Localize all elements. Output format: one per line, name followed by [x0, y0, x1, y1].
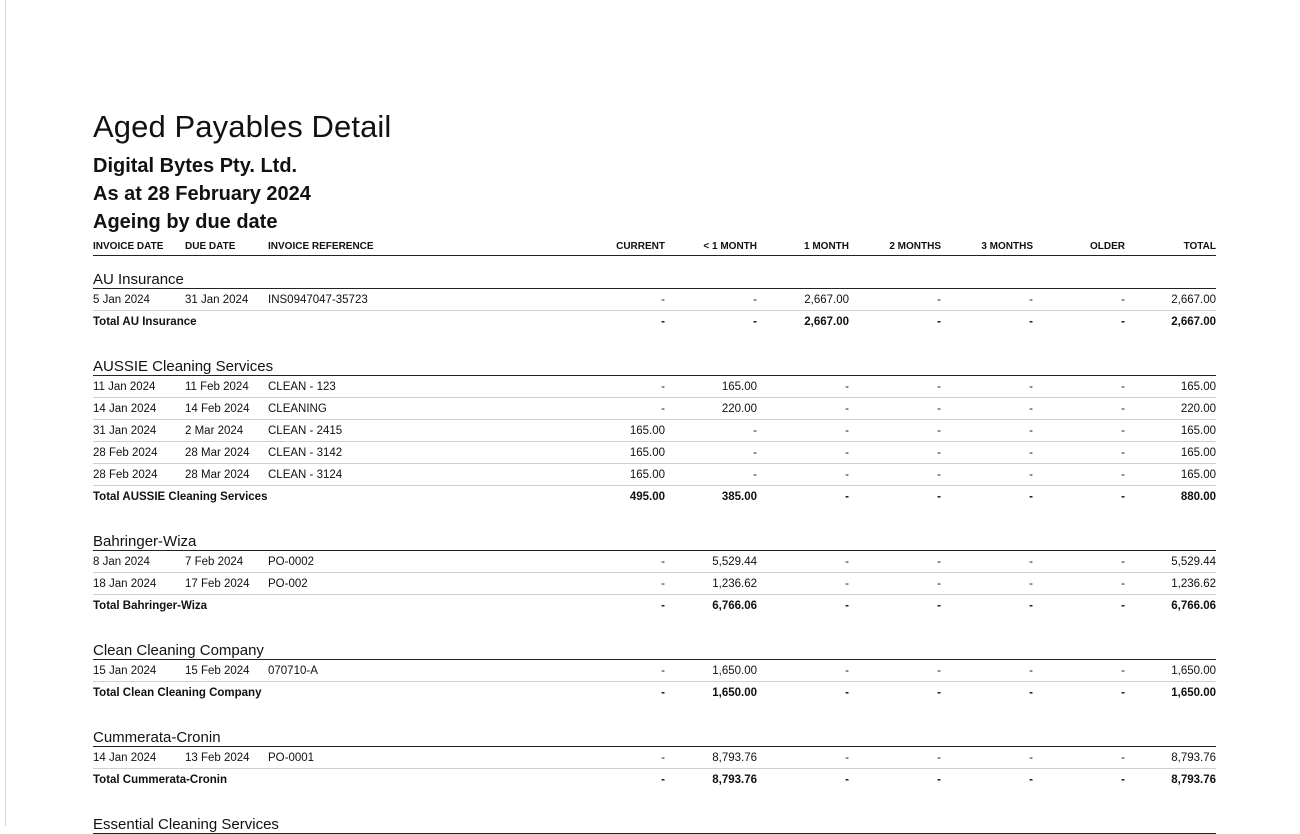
- table-cell: -: [849, 573, 941, 595]
- table-cell: 5 Jan 2024: [93, 289, 185, 311]
- supplier-name: AUSSIE Cleaning Services: [93, 343, 1216, 376]
- table-cell: 070710-A: [268, 660, 518, 682]
- table-cell: 165.00: [1125, 442, 1216, 464]
- table-cell: 1,650.00: [665, 660, 757, 682]
- table-cell: -: [665, 289, 757, 311]
- table-cell: CLEAN - 123: [268, 376, 518, 398]
- total-cell: -: [1121, 600, 1125, 612]
- table-cell: -: [518, 551, 665, 573]
- table-cell: -: [518, 573, 665, 595]
- col-older: OLDER: [1033, 236, 1125, 256]
- table-cell: -: [941, 573, 1033, 595]
- table-row: [93, 420, 1216, 442]
- table-cell: 7 Feb 2024: [185, 551, 268, 573]
- total-cell: -: [845, 491, 849, 503]
- supplier-name: Essential Cleaning Services: [93, 801, 1216, 834]
- supplier-total-label: Total Clean Cleaning Company: [93, 687, 262, 699]
- table-cell: -: [518, 747, 665, 769]
- table-cell: -: [518, 398, 665, 420]
- table-cell: -: [518, 660, 665, 682]
- table-row: [93, 289, 1216, 311]
- table-cell: -: [1033, 289, 1125, 311]
- table-cell: -: [757, 551, 849, 573]
- table-row: [93, 551, 1216, 573]
- table-cell: -: [665, 420, 757, 442]
- table-cell: -: [518, 376, 665, 398]
- total-cell: -: [1121, 687, 1125, 699]
- table-cell: -: [1033, 464, 1125, 486]
- supplier-name: AU Insurance: [93, 256, 1216, 289]
- total-cell: 880.00: [1180, 491, 1216, 503]
- page-edge: [5, 0, 6, 826]
- table-cell: -: [757, 747, 849, 769]
- table-cell: 220.00: [665, 398, 757, 420]
- total-cell: 2,667.00: [804, 316, 849, 328]
- total-cell: 2,667.00: [1171, 316, 1216, 328]
- total-cell: 1,650.00: [712, 687, 757, 699]
- col-invoice-reference: INVOICE REFERENCE: [268, 236, 518, 256]
- total-cell: -: [845, 774, 849, 786]
- supplier-total-label: Total Cummerata-Cronin: [93, 774, 227, 786]
- supplier-total-label: Total Bahringer-Wiza: [93, 600, 208, 612]
- table-cell: -: [941, 376, 1033, 398]
- supplier-total-row: [93, 311, 1216, 334]
- table-cell: -: [849, 747, 941, 769]
- col-due-date: DUE DATE: [185, 236, 268, 256]
- total-cell: -: [1029, 491, 1033, 503]
- col-current: CURRENT: [518, 236, 665, 256]
- table-cell: 2 Mar 2024: [185, 420, 268, 442]
- total-cell: 385.00: [721, 491, 757, 503]
- total-cell: -: [1121, 774, 1125, 786]
- group-spacer: [93, 617, 1216, 627]
- table-cell: 11 Jan 2024: [93, 376, 185, 398]
- table-cell: -: [849, 376, 941, 398]
- group-spacer: [93, 333, 1216, 343]
- col-2-months: 2 MONTHS: [849, 236, 941, 256]
- table-cell: 28 Mar 2024: [185, 464, 268, 486]
- total-cell: 8,793.76: [1171, 774, 1216, 786]
- table-cell: -: [1033, 420, 1125, 442]
- table-cell: -: [849, 420, 941, 442]
- supplier-group-header: [93, 256, 1216, 289]
- supplier-total-row: [93, 595, 1216, 618]
- group-spacer: [93, 704, 1216, 714]
- supplier-total-label: Total AU Insurance: [93, 316, 197, 328]
- table-cell: -: [757, 573, 849, 595]
- total-cell: -: [937, 774, 941, 786]
- table-cell: CLEAN - 3124: [268, 464, 518, 486]
- table-cell: -: [1033, 398, 1125, 420]
- supplier-group-header: [93, 801, 1216, 834]
- table-cell: -: [849, 464, 941, 486]
- table-cell: PO-0001: [268, 747, 518, 769]
- table-cell: 165.00: [518, 420, 665, 442]
- table-cell: -: [757, 376, 849, 398]
- total-cell: -: [1029, 600, 1033, 612]
- table-row: [93, 398, 1216, 420]
- total-cell: -: [937, 687, 941, 699]
- table-cell: 1,236.62: [665, 573, 757, 595]
- table-cell: -: [1033, 573, 1125, 595]
- table-cell: -: [1033, 442, 1125, 464]
- total-cell: -: [1121, 316, 1125, 328]
- total-cell: -: [753, 316, 757, 328]
- table-cell: -: [941, 420, 1033, 442]
- table-cell: 220.00: [1125, 398, 1216, 420]
- table-cell: 1,236.62: [1125, 573, 1216, 595]
- supplier-name: Clean Cleaning Company: [93, 627, 1216, 660]
- total-cell: -: [661, 774, 665, 786]
- supplier-group-header: [93, 714, 1216, 747]
- table-cell: -: [665, 442, 757, 464]
- table-cell: 28 Mar 2024: [185, 442, 268, 464]
- table-cell: 14 Feb 2024: [185, 398, 268, 420]
- table-cell: -: [757, 442, 849, 464]
- total-cell: -: [661, 316, 665, 328]
- total-cell: -: [661, 600, 665, 612]
- table-cell: 5,529.44: [1125, 551, 1216, 573]
- table-cell: -: [941, 551, 1033, 573]
- table-cell: 28 Feb 2024: [93, 464, 185, 486]
- aged-payables-table: [93, 236, 1216, 834]
- table-cell: 2,667.00: [757, 289, 849, 311]
- col-3-months: 3 MONTHS: [941, 236, 1033, 256]
- table-cell: 14 Jan 2024: [93, 747, 185, 769]
- total-cell: 495.00: [629, 491, 665, 503]
- col-total: TOTAL: [1125, 236, 1216, 256]
- table-cell: -: [1033, 747, 1125, 769]
- total-cell: -: [937, 316, 941, 328]
- table-cell: 165.00: [518, 464, 665, 486]
- table-row: [93, 660, 1216, 682]
- table-cell: 165.00: [518, 442, 665, 464]
- table-cell: 165.00: [1125, 464, 1216, 486]
- table-cell: -: [518, 289, 665, 311]
- table-cell: 165.00: [1125, 376, 1216, 398]
- table-cell: 13 Feb 2024: [185, 747, 268, 769]
- group-spacer: [93, 508, 1216, 518]
- table-cell: -: [1033, 551, 1125, 573]
- table-cell: 8 Jan 2024: [93, 551, 185, 573]
- table-cell: 165.00: [665, 376, 757, 398]
- group-spacer: [93, 791, 1216, 801]
- table-cell: 11 Feb 2024: [185, 376, 268, 398]
- total-cell: -: [845, 600, 849, 612]
- table-cell: -: [849, 289, 941, 311]
- report-date: As at 28 February 2024: [93, 183, 311, 205]
- total-cell: -: [661, 687, 665, 699]
- table-cell: 17 Feb 2024: [185, 573, 268, 595]
- col-1-month: 1 MONTH: [757, 236, 849, 256]
- table-cell: -: [757, 398, 849, 420]
- report-title: Aged Payables Detail: [93, 109, 392, 144]
- table-cell: 165.00: [1125, 420, 1216, 442]
- ageing-basis: Ageing by due date: [93, 211, 278, 233]
- table-cell: 8,793.76: [1125, 747, 1216, 769]
- table-cell: INS0947047-35723: [268, 289, 518, 311]
- table-cell: 8,793.76: [665, 747, 757, 769]
- supplier-total-row: [93, 486, 1216, 509]
- table-cell: -: [941, 289, 1033, 311]
- table-cell: -: [757, 660, 849, 682]
- table-cell: -: [849, 398, 941, 420]
- report: [93, 108, 1216, 834]
- supplier-group-header: [93, 343, 1216, 376]
- table-cell: CLEAN - 2415: [268, 420, 518, 442]
- company-name: Digital Bytes Pty. Ltd.: [93, 155, 298, 177]
- table-cell: -: [1033, 660, 1125, 682]
- total-cell: -: [1029, 774, 1033, 786]
- table-header-row: [93, 236, 1216, 256]
- total-cell: -: [937, 491, 941, 503]
- table-cell: 28 Feb 2024: [93, 442, 185, 464]
- table-cell: 15 Feb 2024: [185, 660, 268, 682]
- table-cell: -: [757, 464, 849, 486]
- total-cell: -: [1029, 687, 1033, 699]
- table-row: [93, 442, 1216, 464]
- table-cell: -: [941, 398, 1033, 420]
- table-cell: -: [941, 464, 1033, 486]
- table-cell: 15 Jan 2024: [93, 660, 185, 682]
- col-invoice-date: INVOICE DATE: [93, 236, 185, 256]
- table-cell: -: [941, 442, 1033, 464]
- table-cell: PO-0002: [268, 551, 518, 573]
- total-cell: -: [1029, 316, 1033, 328]
- table-cell: CLEANING: [268, 398, 518, 420]
- table-row: [93, 376, 1216, 398]
- supplier-total-label: Total AUSSIE Cleaning Services: [93, 491, 268, 503]
- table-cell: -: [941, 747, 1033, 769]
- total-cell: 6,766.06: [712, 600, 757, 612]
- table-cell: -: [849, 660, 941, 682]
- table-row: [93, 747, 1216, 769]
- col-lt-1-month: < 1 MONTH: [665, 236, 757, 256]
- table-body: [93, 256, 1216, 834]
- table-cell: 31 Jan 2024: [93, 420, 185, 442]
- total-cell: 6,766.06: [1171, 600, 1216, 612]
- table-cell: 14 Jan 2024: [93, 398, 185, 420]
- table-cell: 1,650.00: [1125, 660, 1216, 682]
- supplier-total-row: [93, 769, 1216, 792]
- total-cell: -: [1121, 491, 1125, 503]
- table-cell: -: [757, 420, 849, 442]
- table-cell: -: [849, 442, 941, 464]
- total-cell: -: [937, 600, 941, 612]
- total-cell: -: [845, 687, 849, 699]
- table-cell: -: [849, 551, 941, 573]
- table-cell: CLEAN - 3142: [268, 442, 518, 464]
- total-cell: 8,793.76: [712, 774, 757, 786]
- table-row: [93, 573, 1216, 595]
- table-cell: 31 Jan 2024: [185, 289, 268, 311]
- supplier-group-header: [93, 518, 1216, 551]
- supplier-name: Cummerata-Cronin: [93, 714, 1216, 747]
- table-cell: PO-002: [268, 573, 518, 595]
- total-cell: 1,650.00: [1171, 687, 1216, 699]
- supplier-name: Bahringer-Wiza: [93, 518, 1216, 551]
- table-cell: 2,667.00: [1125, 289, 1216, 311]
- supplier-total-row: [93, 682, 1216, 705]
- table-cell: -: [665, 464, 757, 486]
- supplier-group-header: [93, 627, 1216, 660]
- table-row: [93, 464, 1216, 486]
- table-cell: -: [941, 660, 1033, 682]
- table-cell: 18 Jan 2024: [93, 573, 185, 595]
- table-cell: 5,529.44: [665, 551, 757, 573]
- table-cell: -: [1033, 376, 1125, 398]
